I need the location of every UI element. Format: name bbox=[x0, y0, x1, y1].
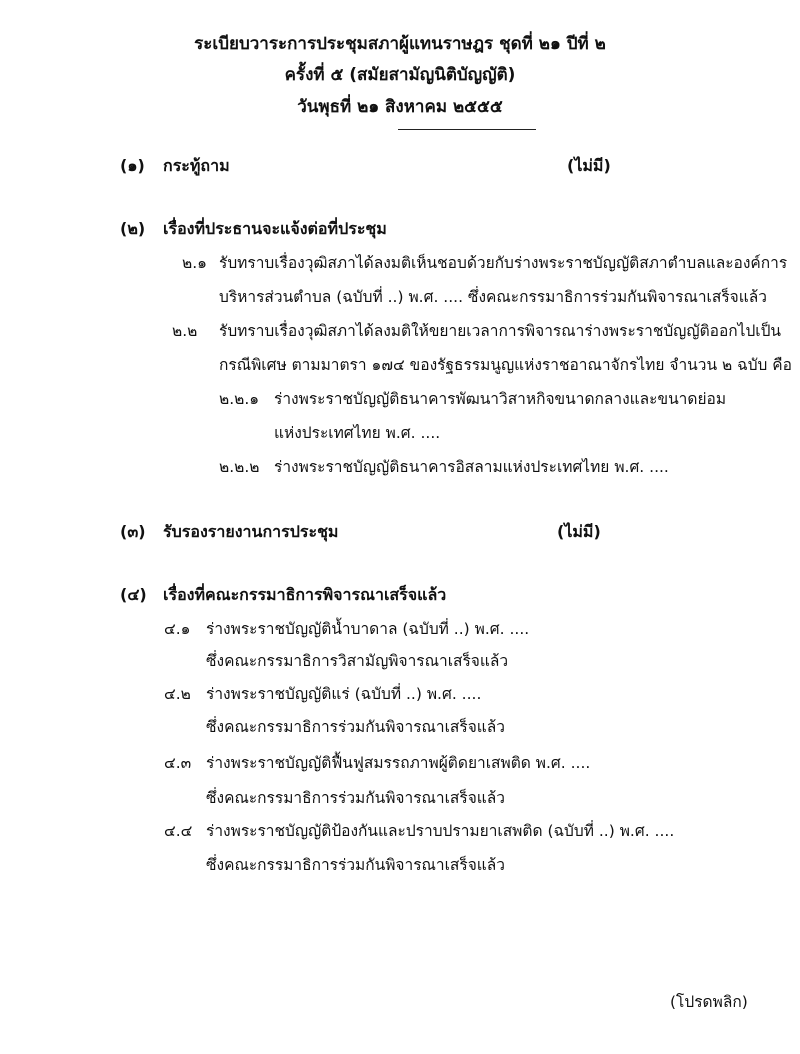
section-3-title: รับรองรายงานการประชุม bbox=[163, 522, 339, 541]
section-2-number: (๒) bbox=[120, 219, 146, 238]
document-title: ระเบียบวาระการประชุมสภาผู้แทนราษฎร ชุดที่ ๒๑ ปีที่ ๒ bbox=[194, 34, 606, 54]
item-4-4-line2: ซึ่งคณะกรรมาธิการร่วมกันพิจารณาเสร็จแล้ว bbox=[206, 856, 505, 874]
item-2-2-2-line1: ร่างพระราชบัญญัติธนาคารอิสลามแห่งประเทศไทย พ.ศ. .... bbox=[274, 458, 669, 476]
date-line: วันพุธที่ ๒๑ สิงหาคม ๒๕๕๕ bbox=[297, 97, 503, 117]
item-4-1-line1: ร่างพระราชบัญญัติน้ำบาดาล (ฉบับที่ ..) พ.ศ. .... bbox=[206, 620, 530, 638]
section-2-title: เรื่องที่ประธานจะแจ้งต่อที่ประชุม bbox=[163, 219, 387, 238]
section-1-number: (๑) bbox=[120, 156, 145, 175]
section-3-note: (ไม่มี) bbox=[557, 522, 601, 541]
item-2-1-line1: รับทราบเรื่องวุฒิสภาได้ลงมติเห็นชอบด้วยกับร่างพระราชบัญญัติสภาตำบลและองค์การ bbox=[219, 254, 788, 272]
item-4-4-line1: ร่างพระราชบัญญัติป้องกันและปราบปรามยาเสพติด (ฉบับที่ ..) พ.ศ. .... bbox=[206, 822, 675, 840]
item-2-2-1-number: ๒.๒.๑ bbox=[219, 390, 260, 408]
item-4-1-number: ๔.๑ bbox=[164, 620, 191, 638]
header-divider bbox=[398, 129, 536, 130]
item-4-3-line2: ซึ่งคณะกรรมาธิการร่วมกันพิจารณาเสร็จแล้ว bbox=[206, 789, 505, 807]
item-4-3-number: ๔.๓ bbox=[164, 754, 192, 772]
turn-page-note: (โปรดพลิก) bbox=[670, 993, 748, 1011]
item-2-2-line2: กรณีพิเศษ ตามมาตรา ๑๗๔ ของรัฐธรรมนูญแห่งราชอาณาจักรไทย จำนวน ๒ ฉบับ คือ bbox=[219, 356, 792, 374]
item-2-1-line2: บริหารส่วนตำบล (ฉบับที่ ..) พ.ศ. .... ซึ่งคณะกรรมาธิการร่วมกันพิจารณาเสร็จแล้ว bbox=[219, 288, 767, 306]
item-4-3-line1: ร่างพระราชบัญญัติฟื้นฟูสมรรถภาพผู้ติดยาเสพติด พ.ศ. .... bbox=[206, 754, 591, 772]
section-1-title: กระทู้ถาม bbox=[163, 156, 230, 175]
item-2-2-number: ๒.๒ bbox=[172, 322, 198, 340]
item-4-2-number: ๔.๒ bbox=[164, 685, 191, 703]
section-3-number: (๓) bbox=[120, 522, 146, 541]
item-2-2-1-line1: ร่างพระราชบัญญัติธนาคารพัฒนาวิสาหกิจขนาดกลางและขนาดย่อม bbox=[274, 390, 727, 408]
session-line: ครั้งที่ ๕ (สมัยสามัญนิติบัญญัติ) bbox=[284, 65, 516, 85]
item-2-2-2-number: ๒.๒.๒ bbox=[219, 458, 260, 476]
section-4-title: เรื่องที่คณะกรรมาธิการพิจารณาเสร็จแล้ว bbox=[163, 585, 447, 604]
item-4-2-line1: ร่างพระราชบัญญัติแร่ (ฉบับที่ ..) พ.ศ. .... bbox=[206, 685, 482, 703]
item-2-2-line1: รับทราบเรื่องวุฒิสภาได้ลงมติให้ขยายเวลาการพิจารณาร่างพระราชบัญญัติออกไปเป็น bbox=[219, 322, 782, 340]
section-4-number: (๔) bbox=[120, 585, 147, 604]
item-4-4-number: ๔.๔ bbox=[164, 822, 193, 840]
item-4-2-line2: ซึ่งคณะกรรมาธิการร่วมกันพิจารณาเสร็จแล้ว bbox=[206, 718, 505, 736]
item-4-1-line2: ซึ่งคณะกรรมาธิการวิสามัญพิจารณาเสร็จแล้ว bbox=[206, 652, 509, 670]
item-2-2-1-line2: แห่งประเทศไทย พ.ศ. .... bbox=[274, 424, 441, 442]
section-1-note: (ไม่มี) bbox=[567, 156, 611, 175]
item-2-1-number: ๒.๑ bbox=[182, 254, 207, 272]
